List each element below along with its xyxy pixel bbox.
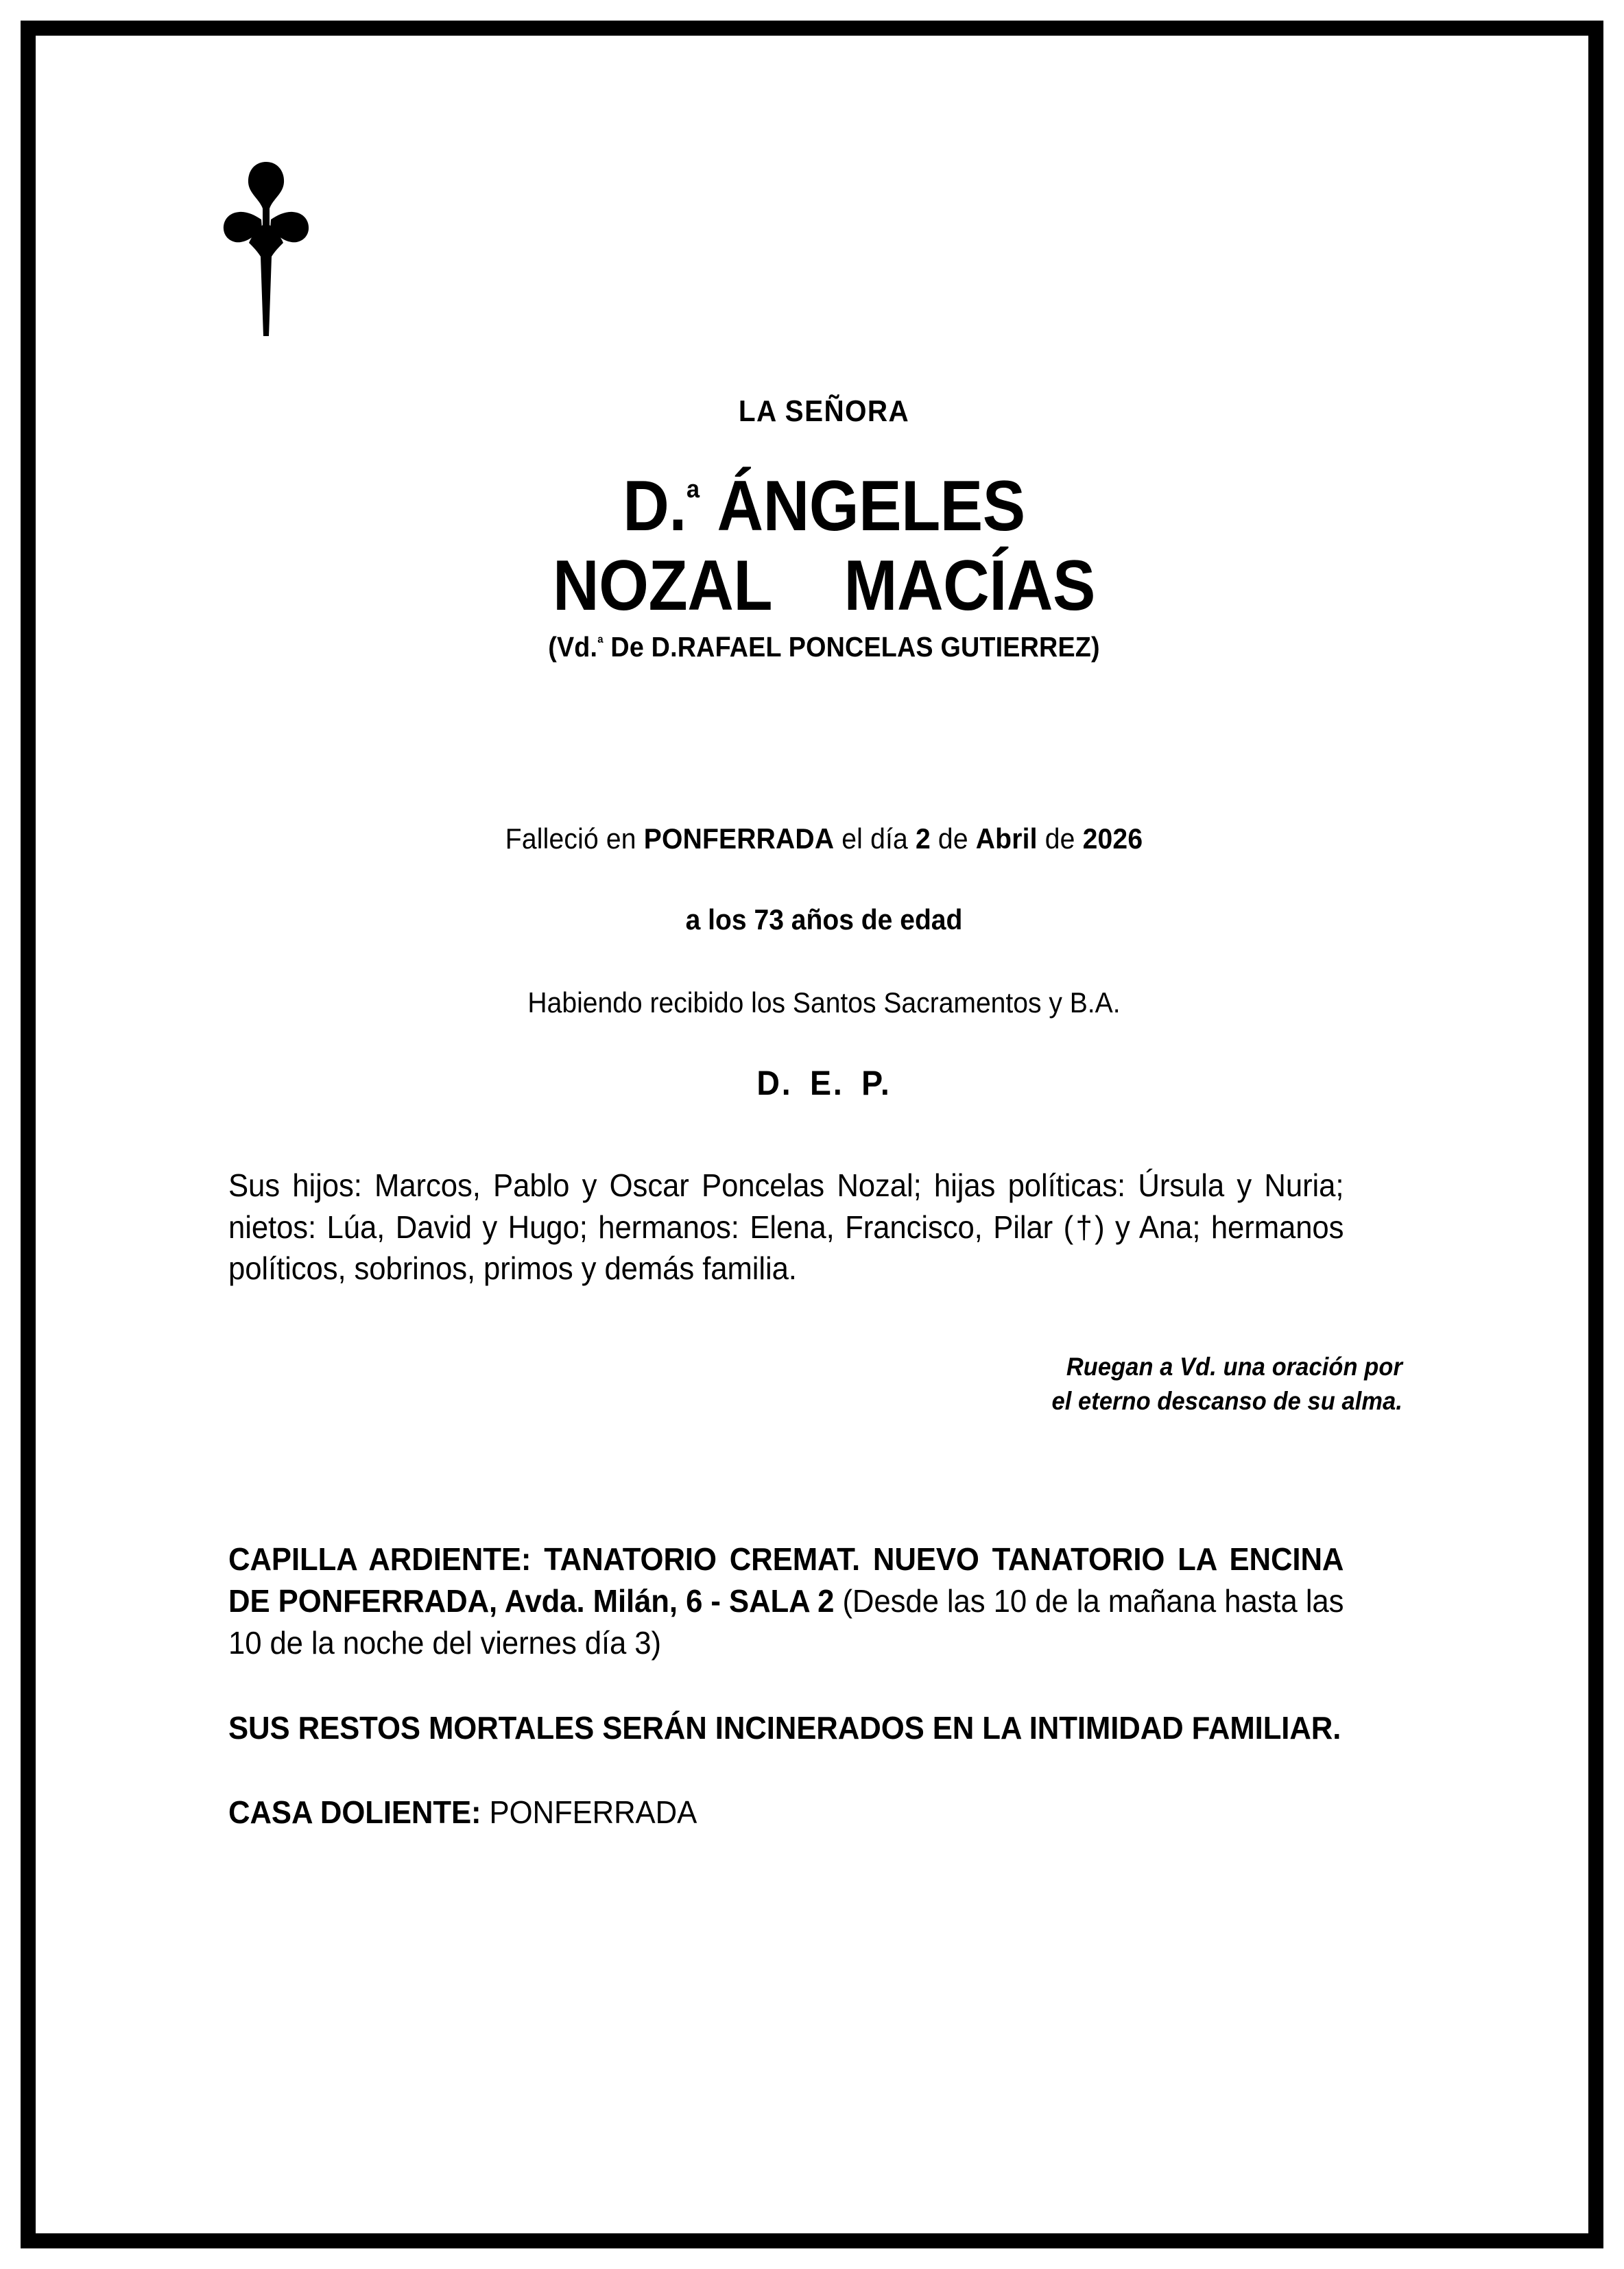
deceased-name-line-1 — [263, 466, 1385, 546]
widow-ordinal-superscript: ª — [597, 634, 604, 653]
surname-first: NOZAL — [552, 546, 773, 626]
death-mid-3: de — [1037, 822, 1083, 855]
dep-d: D. — [756, 1064, 793, 1103]
surname-gap — [772, 546, 844, 626]
sacraments-line: Habiendo recibido los Santos Sacramentos y B.A. — [527, 986, 1121, 1019]
mourning-home-paragraph — [228, 1792, 1344, 1833]
family-survivors-text: Sus hijos: Marcos, Pablo y Oscar Poncelas Nozal; hijas políticas: Úrsula y Nuria; nietos: Lúa, David y Hugo; hermanos: Elena, Francisco, Pilar (†) y Ana; hermanos políticos, sobrinos, primos y demás familia. — [228, 1167, 1344, 1287]
death-date-line — [245, 822, 1404, 856]
death-mid-1: el día — [834, 822, 916, 855]
death-mid-2: de — [930, 822, 976, 855]
prayer-line-1: Ruegan a Vd. una oración por — [1066, 1353, 1402, 1381]
details-block — [201, 822, 1447, 1104]
mourning-home-label: CASA DOLIENTE: — [228, 1794, 481, 1830]
death-place: PONFERRADA — [643, 822, 835, 855]
chapel-of-rest-paragraph — [228, 1539, 1344, 1665]
age-line: a los 73 años de edad — [685, 903, 963, 936]
name-prefix: D. — [623, 466, 686, 546]
death-year: 2026 — [1082, 822, 1143, 855]
name-given: ÁNGELES — [699, 466, 1025, 546]
dep-p: P. — [861, 1064, 892, 1103]
surname-second: MACÍAS — [844, 546, 1096, 626]
widow-of-line — [251, 632, 1398, 663]
cremation-notice-paragraph: SUS RESTOS MORTALES SERÁN INCINERADOS EN LA INTIMIDAD FAMILIAR. — [228, 1709, 1341, 1746]
family-block — [228, 1165, 1402, 1290]
header-block — [201, 396, 1447, 663]
death-prefix: Falleció en — [505, 822, 644, 855]
prayer-block — [1025, 1350, 1402, 1418]
cross-icon — [222, 156, 311, 342]
chapel-label: CAPILLA ARDIENTE — [228, 1541, 521, 1577]
honorific-label: LA SEÑORA — [738, 394, 910, 428]
death-month: Abril — [975, 822, 1038, 855]
deceased-name-line-2 — [263, 546, 1385, 626]
death-day: 2 — [915, 822, 931, 855]
page-border-outer — [21, 21, 1603, 2248]
deceased-name — [263, 466, 1385, 626]
chapel-hours: (Desde las 10 de la mañana hasta las 10 de la noche del viernes día 3) — [228, 1583, 1344, 1661]
page-content — [47, 47, 1577, 2222]
dep-e: E. — [810, 1064, 844, 1103]
name-ordinal-superscript: ª — [686, 476, 700, 521]
dep-line — [245, 1062, 1404, 1104]
service-details-block — [228, 1539, 1402, 1833]
mourning-home-value: PONFERRADA — [481, 1794, 697, 1830]
chapel-location: TANATORIO CREMAT. NUEVO TANATORIO LA ENCINA DE PONFERRADA, Avda. Milán, 6 - SALA 2 — [228, 1541, 1344, 1619]
chapel-colon: : — [521, 1541, 545, 1577]
widow-prefix: (Vd. — [548, 630, 598, 663]
prayer-line-2: el eterno descanso de su alma. — [1051, 1386, 1402, 1415]
page-border-inner — [36, 36, 1588, 2233]
widow-husband-name: De D.RAFAEL PONCELAS GUTIERREZ) — [603, 630, 1100, 663]
